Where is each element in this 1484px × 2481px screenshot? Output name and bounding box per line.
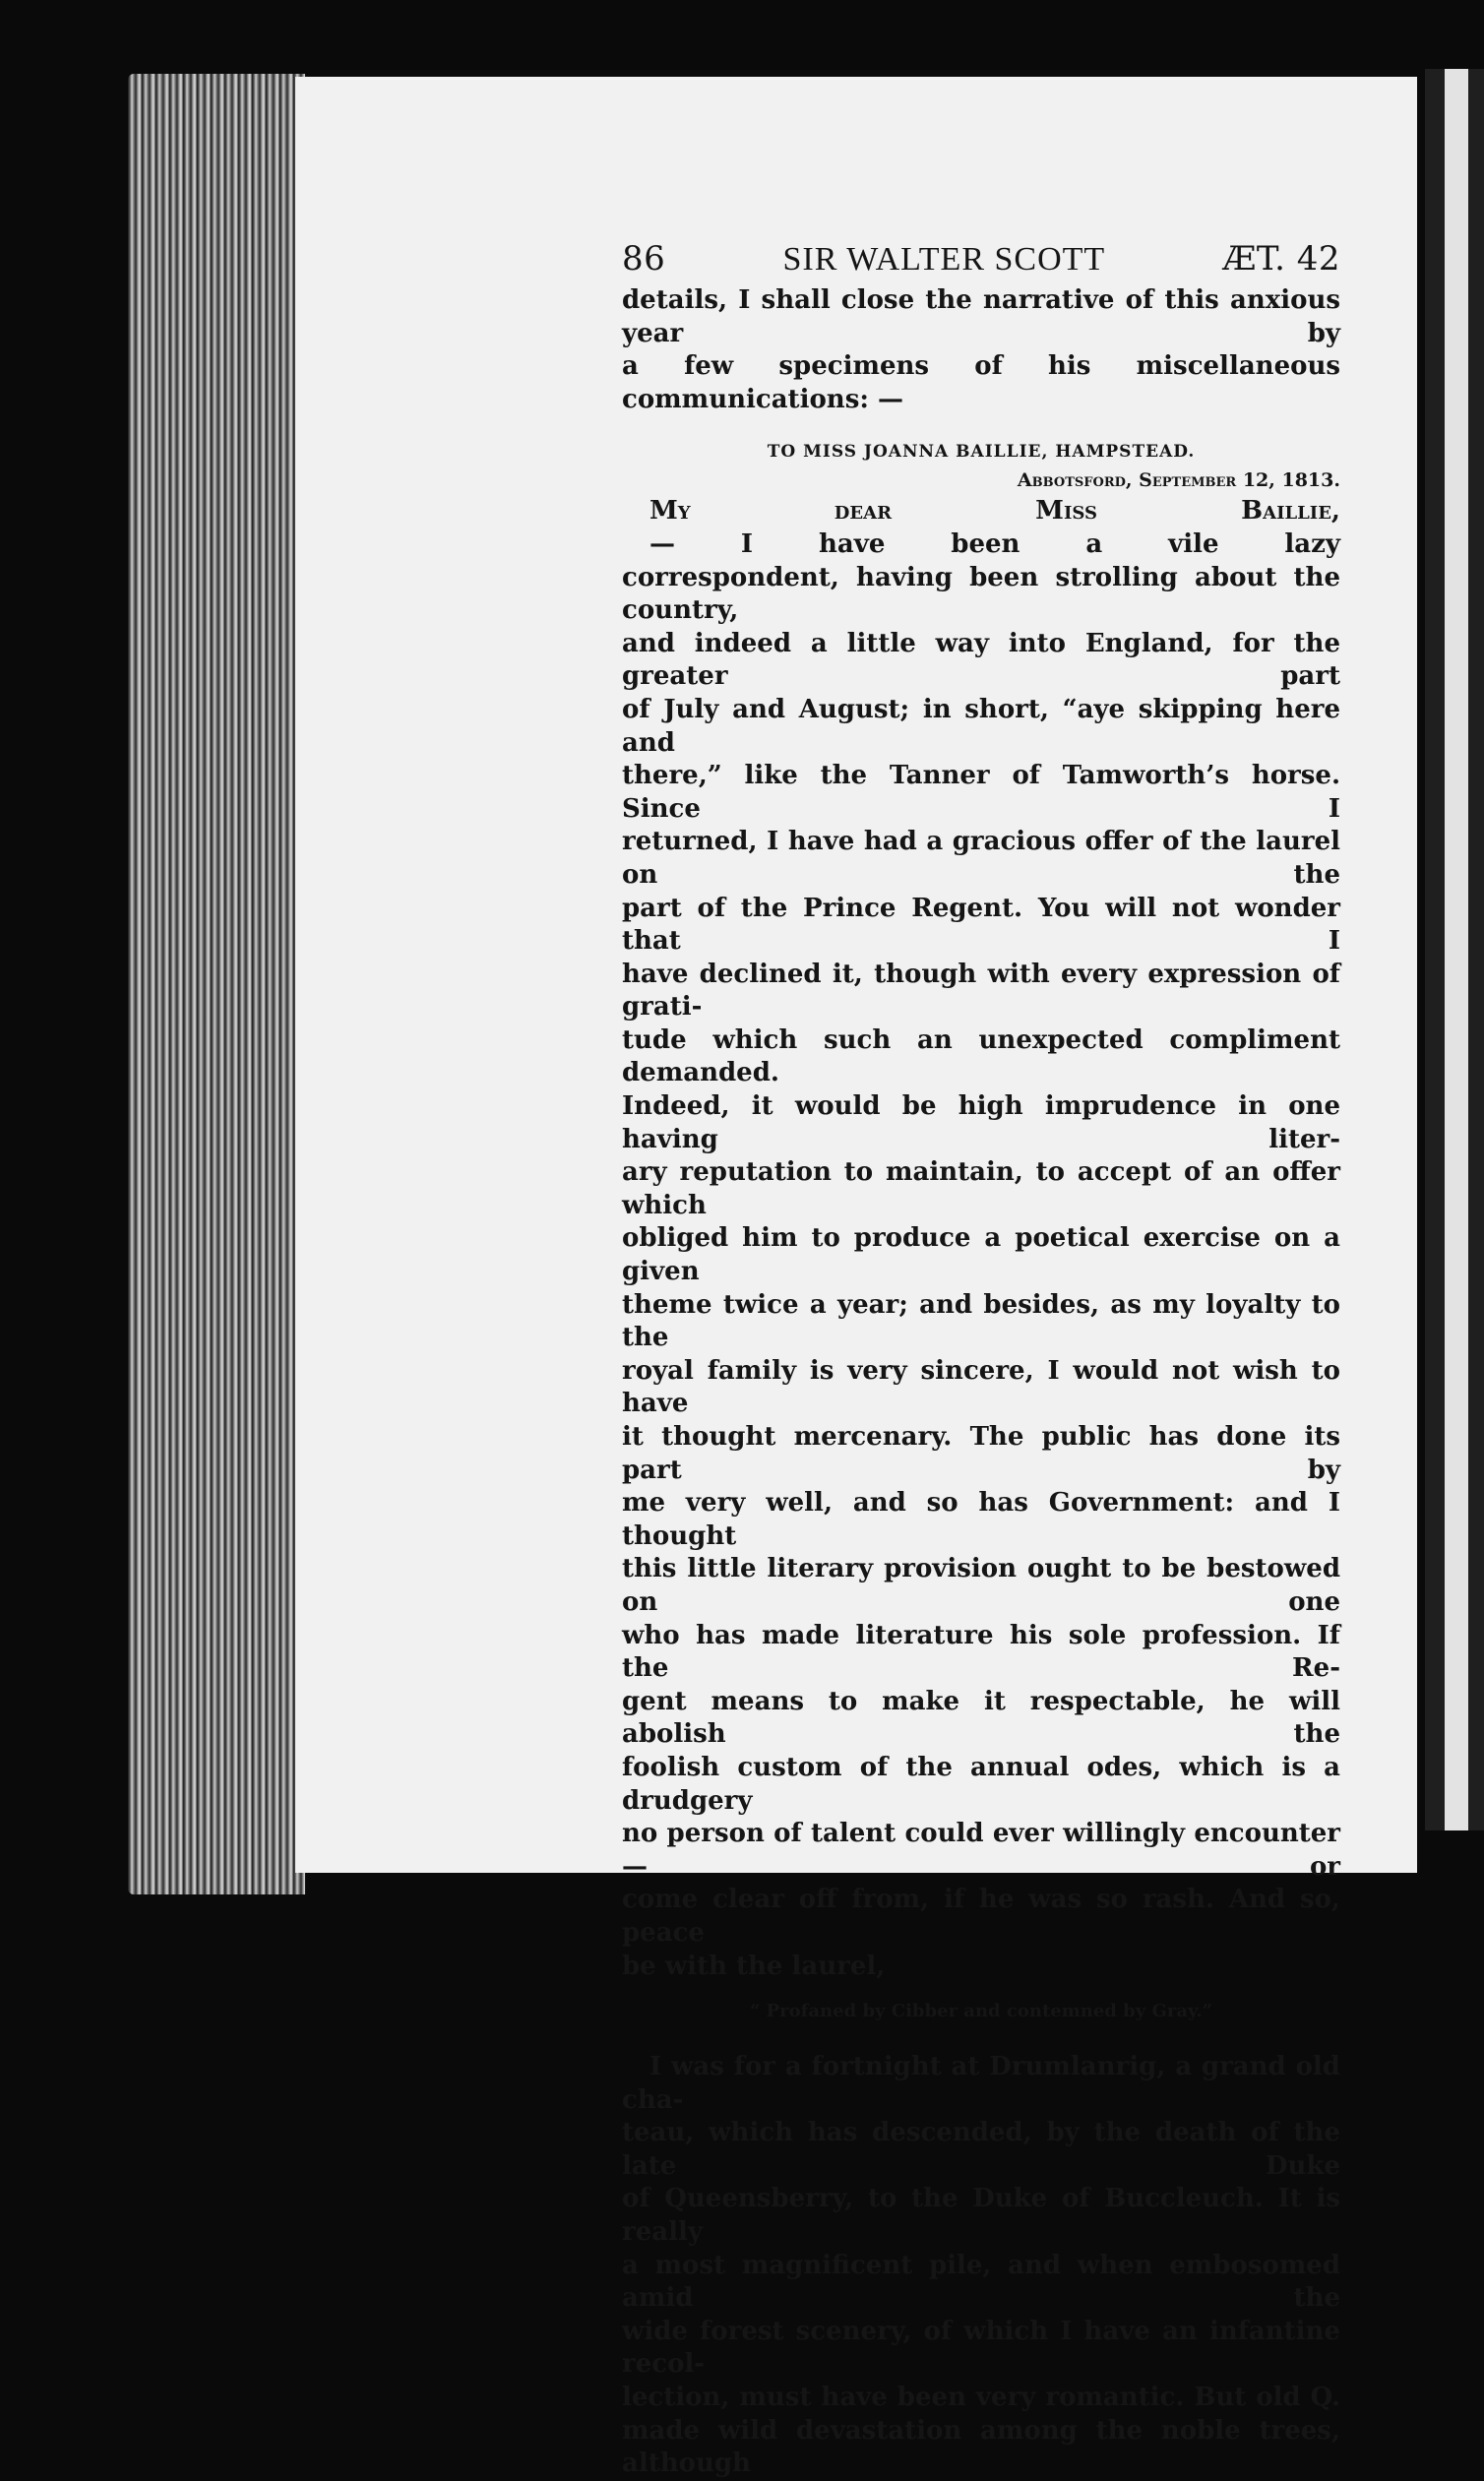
text-line: obliged him to produce a poetical exercise on a given xyxy=(622,1223,1340,1287)
text-line: of July and August; in short, “aye skipping here and xyxy=(622,694,1340,758)
text-line: wide forest scenery, of which I have an infantine recol- xyxy=(622,2316,1340,2380)
text-line: theme twice a year; and besides, as my loyalty to the xyxy=(622,1289,1340,1353)
text-line: who has made literature his sole profession. If the Re- xyxy=(622,1620,1340,1684)
letter-place-date: Abbotsford, September 12, 1813. xyxy=(1017,469,1340,492)
second-paragraph xyxy=(622,2051,1340,2481)
text-line: a most magnificent pile, and when embosomed amid the xyxy=(622,2250,1340,2314)
text-line: part of the Prince Regent. You will not wonder that I xyxy=(622,893,1340,957)
salutation: My dear Miss Baillie, xyxy=(649,496,1340,527)
text-line: I was for a fortnight at Drumlanrig, a grand old cha- xyxy=(622,2052,1340,2115)
page-text xyxy=(622,239,1340,2481)
text-line: correspondent, having been strolling about the country, xyxy=(622,562,1340,626)
text-line: be with the laurel, xyxy=(622,1951,886,1981)
text-line: ary reputation to maintain, to accept of an offer which xyxy=(622,1157,1340,1220)
verse-quotation: “ Profaned by Cibber and contemned by Gray.” xyxy=(750,2001,1212,2022)
intro-paragraph xyxy=(622,284,1340,416)
text-line: Indeed, it would be high imprudence in one having liter- xyxy=(622,1091,1340,1154)
book-page-edges xyxy=(128,74,305,1894)
text-line: come clear off from, if he was so rash. And so, peace xyxy=(622,1885,1340,1948)
text-line: made wild devastation among the noble trees, although xyxy=(622,2415,1340,2479)
text-line: and indeed a little way into England, for the greater part xyxy=(622,628,1340,692)
text-line: foolish custom of the annual odes, which is a drudgery xyxy=(622,1752,1340,1816)
text-line: royal family is very sincere, I would not wish to have xyxy=(622,1355,1340,1419)
text-line: gent means to make it respectable, he will abolish the xyxy=(622,1686,1340,1750)
text-line: have declined it, though with every expression of grati- xyxy=(622,959,1340,1023)
text-line: teau, which has descended, by the death of the late Duke xyxy=(622,2118,1340,2181)
text-line: there,” like the Tanner of Tamworth’s horse. Since I xyxy=(622,761,1340,824)
text-line: of Queensberry, to the Duke of Buccleuch. It is really xyxy=(622,2184,1340,2248)
text-line: lection, must have been very romantic. But old Q. xyxy=(622,2383,1340,2413)
next-page-edge xyxy=(1425,69,1484,1830)
running-header xyxy=(622,239,1340,279)
letter-recipient: TO MISS JOANNA BAILLIE, HAMPSTEAD. xyxy=(767,442,1196,463)
text-line: no person of talent could ever willingly encounter — or xyxy=(622,1819,1340,1882)
page-number: 86 xyxy=(622,239,666,279)
running-title: SIR WALTER SCOTT xyxy=(782,241,1106,278)
text-line: returned, I have had a gracious offer of the laurel on the xyxy=(622,827,1340,890)
text-line: My dear Miss Baillie, — I have been a vile lazy xyxy=(622,495,1340,561)
text-line: a few specimens of his miscellaneous communications: — xyxy=(622,351,1340,414)
text-line: me very well, and so has Government: and I thought xyxy=(622,1488,1340,1551)
text-line: details, I shall close the narrative of this anxious year by xyxy=(622,285,1340,348)
age-marker: ÆT. 42 xyxy=(1222,239,1340,279)
letter-paragraph xyxy=(622,495,1340,1983)
text-line: it thought mercenary. The public has done its part by xyxy=(622,1422,1340,1485)
text-line: this little literary provision ought to be bestowed on one xyxy=(622,1554,1340,1617)
text-line: tude which such an unexpected compliment demanded. xyxy=(622,1024,1340,1088)
